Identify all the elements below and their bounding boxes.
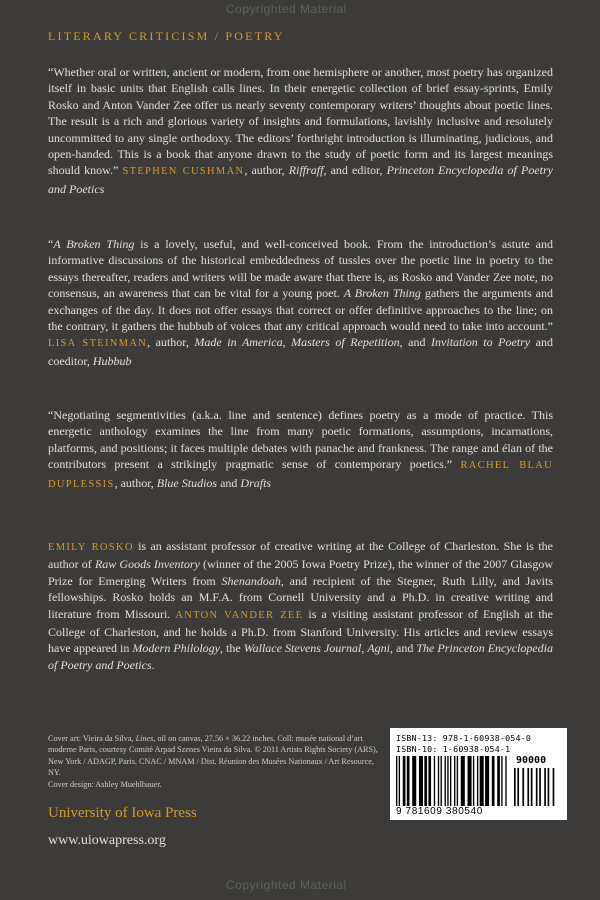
barcode-bar xyxy=(501,756,502,806)
editor-bios xyxy=(48,538,553,673)
barcode-bar xyxy=(539,768,541,806)
editor-name: EMILY ROSKO xyxy=(48,542,134,553)
editor-name: ANTON VANDER ZEE xyxy=(175,609,304,621)
book-title: Drafts xyxy=(240,475,272,490)
book-title: Raw Goods Inventory xyxy=(94,557,200,572)
blurb-cushman xyxy=(48,64,553,197)
blurb-author-name: RACHEL BLAU DUPLESSIS xyxy=(48,460,554,490)
barcode-bar xyxy=(434,756,435,806)
barcode-bar xyxy=(480,756,484,806)
barcode-bars xyxy=(396,756,508,806)
book-title: Made in America xyxy=(194,335,283,350)
cover-art-credit xyxy=(48,733,388,779)
barcode-bar xyxy=(461,756,465,806)
book-title: Blue Studios xyxy=(156,475,218,490)
blurb-text: , author, xyxy=(114,475,157,490)
barcode-bar xyxy=(536,768,538,806)
barcode-bar xyxy=(419,756,423,806)
barcode-bar xyxy=(454,756,455,806)
blurb-author-name: STEPHEN CUSHMAN xyxy=(122,166,245,178)
barcode-panel xyxy=(390,728,567,820)
barcode-bar xyxy=(424,756,427,806)
barcode-bar xyxy=(522,768,524,806)
barcode-bar xyxy=(428,756,431,806)
blurb-text: , xyxy=(282,335,292,350)
watermark-top: Copyrighted Material xyxy=(226,2,347,16)
barcode-bar xyxy=(396,756,397,806)
barcode-bar xyxy=(473,756,474,806)
book-title: The Princeton Encyclopedia of Poetry and Poetics xyxy=(48,641,554,672)
isbn-10: ISBN-10: 1-60938-054-1 xyxy=(396,744,511,754)
publisher-name: University of Iowa Press xyxy=(48,805,197,821)
journal-title: Wallace Stevens Journal xyxy=(243,641,362,656)
blurb-text: , author, xyxy=(244,163,289,178)
barcode-bar xyxy=(438,756,439,806)
blurb-text: gathers the arguments and exchanges of the day. It does not offer essays that correct or offer definitive approaches to the line; on the contrary, it gathers the hubbub of voices that any critical approach would need to take into account.” xyxy=(48,286,553,334)
artwork-title: Lines xyxy=(135,734,154,743)
barcode-bar xyxy=(553,768,555,806)
barcode-bar xyxy=(457,756,458,806)
blurb-duplessis xyxy=(48,407,553,493)
journal-title: Shenandoah xyxy=(221,573,281,588)
cover-credits xyxy=(48,733,388,790)
bio-text: , and xyxy=(389,641,417,656)
bio-text: is a visiting assistant professor of English at the College of Charleston, and he holds a Ph.D. from Stanford University. His articles and review essays have appeared in xyxy=(48,606,554,656)
barcode-bar xyxy=(399,756,400,806)
barcode-bar xyxy=(412,756,416,806)
barcode-bar xyxy=(531,768,533,806)
category-label: LITERARY CRITICISM / POETRY xyxy=(48,29,285,43)
isbn-13: ISBN-13: 978-1-60938-054-0 xyxy=(396,733,532,743)
blurb-text: , and xyxy=(399,335,432,350)
blurb-text: and xyxy=(217,475,241,490)
bio-text: (winner of the 2005 Iowa Poetry Prize), the winner of the 2007 Glasgow Prize for Emerging Writers from xyxy=(48,557,554,588)
blurb-text: is a lovely, useful, and well-conceived book. From the introduction’s astute and informative discussions of the historical embeddedness of tussles over the poetic line in poetry to the essays thereafter, readers and writers will be made aware that there is, as Rosko and Vander Zee note, no consensus, an awareness that can be vital for a young poet. xyxy=(48,237,554,301)
book-title: Invitation to Poetry xyxy=(431,335,531,350)
barcode-number: 9 781609 380540 xyxy=(396,806,483,817)
credit-text: Cover art: Vieira da Silva, xyxy=(48,734,136,743)
blurb-text: “Negotiating segmentivities (a.k.a. line and sentence) defines poetry as a mode of practice. This energetic anthology examines the line from many poetic formations, assumptions, incarnations, platforms, and positions; it faces multiple debates with panache and frankness. The range and élan of the contributors present a strikingly pragmatic sense of contemporary poetics.” xyxy=(48,408,553,472)
barcode-bar xyxy=(505,756,506,806)
book-title: A Broken Thing xyxy=(343,286,421,301)
barcode-bar xyxy=(497,756,500,806)
credit-text: , oil on canvas, 27.56 × 36.22 inches. Coll: musée national d’art moderne Paris, courtesy Comité Arpad Szenes Vieira da Silva. © 2011 Artists Rights Society (ARS), New York / ADAGP, Paris. CNAC / MNAM / Dist. Réunion des Musées Nationaux / Art Resource, NY. xyxy=(48,734,378,778)
barcode-bar xyxy=(492,756,495,806)
book-title: Riffraff xyxy=(288,163,324,178)
watermark-bottom: Copyrighted Material xyxy=(226,878,347,892)
barcode-bar xyxy=(548,768,550,806)
barcode-bar xyxy=(544,768,546,806)
publisher-website: www.uiowapress.org xyxy=(48,833,166,848)
cover-design-credit: Cover design: Ashley Muehlbauer. xyxy=(48,779,162,789)
barcode-bar xyxy=(450,756,451,806)
bio-text: , xyxy=(361,641,368,656)
blurb-steinman xyxy=(48,236,553,369)
blurb-text: and coeditor, xyxy=(48,335,554,368)
journal-title: Modern Philology xyxy=(132,641,221,656)
bio-text: . xyxy=(151,657,155,672)
barcode-bar xyxy=(403,756,406,806)
barcode-bar xyxy=(514,768,516,806)
blurb-author-name: LISA STEINMAN xyxy=(48,338,148,350)
barcode-bar xyxy=(447,756,448,806)
barcode-bar xyxy=(517,768,519,806)
barcode-bar xyxy=(477,756,478,806)
barcode-bar xyxy=(485,756,489,806)
book-title: Hubbub xyxy=(92,353,132,368)
bio-text: is an assistant professor of creative writing at the College of Charleston. She is the author of xyxy=(48,539,553,572)
price-code: 90000 xyxy=(516,755,547,766)
blurb-text: , author, xyxy=(147,335,195,350)
bio-text: , and recipient of the Stegner, Ruth Lilly, and Javits fellowships. Rosko holds an M.F.A. from Cornell University and a Ph.D. in creative writing and literature from Missouri. xyxy=(48,573,553,621)
blurb-text: “Whether oral or written, ancient or modern, from one hemisphere or another, most poetry has organized itself in basic units that English calls lines. In their energetic collection of brief essay-sprints, Emily Rosko and Anton Vander Zee offer us nearly seventy contemporary writers’ thoughts about poetic lines. The result is a rich and glorious variety of insights and formulations, lavishly inclusive and resolutely uncommitted to any single orthodoxy. The editors’ forthright introduction is illuminating, judicious, and open-handed. This is a book that anyone drawn to the study of poetic form and its largest meanings should know.” xyxy=(48,65,553,178)
barcode-bar xyxy=(445,756,446,806)
book-title: Masters of Repetition xyxy=(291,335,400,350)
barcode-bar xyxy=(407,756,410,806)
bio-text: , the xyxy=(220,641,244,656)
book-title: Princeton Encyclopedia of Poetry and Poetics xyxy=(48,163,553,196)
book-title: A Broken Thing xyxy=(53,237,135,251)
journal-title: Agni xyxy=(367,641,390,656)
blurb-text: “ xyxy=(48,237,54,251)
barcode-bar xyxy=(468,756,472,806)
price-barcode-bars xyxy=(514,768,556,806)
barcode-bar xyxy=(441,756,442,806)
barcode-bar xyxy=(527,768,529,806)
blurb-text: , and editor, xyxy=(323,163,387,178)
